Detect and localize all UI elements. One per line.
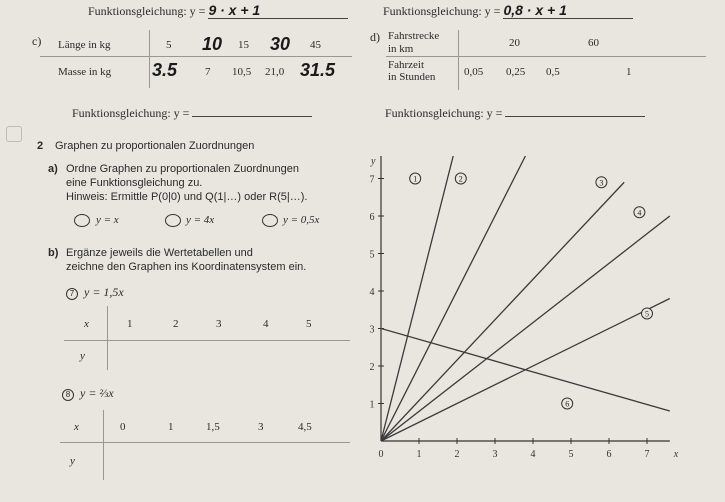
- graph-line-1: [381, 156, 453, 441]
- table-c-cell: 10,5: [232, 66, 252, 78]
- table-c-cell-handwritten[interactable]: 3.5: [152, 60, 178, 80]
- table-7-x-cell: 5: [306, 318, 312, 330]
- graph-marker-label-2: 2: [458, 174, 463, 184]
- top-left-label: Funktionsgleichung: y =: [88, 4, 206, 18]
- table-7-x-cell: 4: [263, 318, 269, 330]
- table-8-x-cell: 1,5: [206, 421, 220, 433]
- table-7-x-label: x: [84, 318, 89, 330]
- part-a-tag: a): [48, 163, 58, 175]
- section-number: 2: [37, 140, 44, 152]
- equation-8-text: y = ⅔x: [80, 386, 114, 400]
- table-c-cell-handwritten[interactable]: 10: [202, 34, 223, 54]
- x-tick-label: 3: [492, 449, 498, 460]
- table-c-cell: 15: [238, 39, 249, 51]
- graph-marker-label-1: 1: [413, 174, 418, 184]
- y-axis-label: y: [371, 156, 376, 167]
- x-tick-label: 6: [606, 449, 612, 460]
- number-7-icon: 7: [66, 288, 78, 300]
- table-7-y-label: y: [80, 350, 85, 362]
- graph-line-3: [381, 182, 624, 441]
- top-left-answer[interactable]: 9 · x + 1: [208, 2, 348, 19]
- part-b-line1: Ergänze jeweils die Wertetabellen und: [66, 247, 253, 259]
- table-d-row1-label-b: in km: [388, 43, 414, 55]
- graph-marker-label-6: 6: [565, 399, 570, 409]
- x-tick-label: 7: [644, 449, 650, 460]
- part-a-hint: Hinweis: Ermittle P(0|0) und Q(1|…) oder R(5|…).: [66, 191, 308, 203]
- top-right-answer[interactable]: 0,8 · x + 1: [503, 2, 633, 19]
- y-tick-label: 6: [369, 212, 375, 223]
- table-d-cell: 0,5: [546, 66, 560, 78]
- equation-7-text: y = 1,5x: [84, 285, 124, 299]
- y-tick-label: 4: [369, 287, 375, 298]
- mid-left-label: Funktionsgleichung: y =: [72, 106, 190, 120]
- number-8-icon: 8: [62, 389, 74, 401]
- part-b-tag: b): [48, 247, 59, 259]
- table-c-cell: 45: [310, 39, 321, 51]
- x-tick-label: 4: [530, 449, 536, 460]
- table-d-cell: 0,25: [506, 66, 526, 78]
- graph-line-4: [381, 216, 670, 441]
- y-tick-label: 7: [369, 174, 375, 186]
- table-d-row2-label-b: in Stunden: [388, 71, 436, 83]
- y-tick-label: 3: [369, 324, 375, 336]
- table-c-row1-label: Länge in kg: [58, 39, 111, 51]
- top-right-label: Funktionsgleichung: y =: [383, 4, 501, 18]
- y-tick-label: 2: [369, 362, 375, 373]
- table-d-tag: d): [370, 30, 380, 44]
- x-axis-label: x: [673, 449, 679, 460]
- table-7-x-cell: 1: [127, 318, 133, 330]
- table-c-cell: 5: [166, 39, 172, 51]
- graph-line-6: [381, 329, 670, 412]
- section-title: Graphen zu proportionalen Zuordnungen: [55, 140, 255, 152]
- table-8-x-cell: 1: [168, 421, 174, 433]
- graph-marker-label-5: 5: [645, 309, 649, 319]
- table-8-x-cell: 3: [258, 421, 264, 433]
- y-tick-label: 1: [369, 399, 375, 411]
- table-c-tag: c): [32, 34, 42, 48]
- table-c-row2-label: Masse in kg: [58, 66, 112, 78]
- x-tick-label: 5: [568, 449, 574, 460]
- table-8-x-cell: 0: [120, 421, 126, 433]
- graph-marker-label-3: 3: [599, 178, 604, 188]
- mid-right-label: Funktionsgleichung: y =: [385, 106, 503, 120]
- table-8-x-label: x: [74, 421, 79, 433]
- x-tick-label: 2: [454, 449, 460, 460]
- part-a-line1: Ordne Graphen zu proportionalen Zuordnungen: [66, 163, 299, 175]
- table-d-cell: 1: [626, 66, 632, 78]
- table-7-x-cell: 2: [173, 318, 179, 330]
- option-label: y = x: [96, 214, 119, 226]
- graph-line-2: [381, 156, 525, 441]
- option-label: y = 0,5x: [283, 214, 320, 226]
- table-c-cell-handwritten[interactable]: 31.5: [300, 60, 336, 80]
- table-8-x-cell: 4,5: [298, 421, 312, 433]
- table-c-cell: 21,0: [265, 66, 285, 78]
- x-tick-label: 0: [378, 449, 384, 460]
- table-c-cell-handwritten[interactable]: 30: [270, 34, 291, 54]
- x-tick-label: 1: [416, 449, 422, 460]
- table-7-x-cell: 3: [216, 318, 222, 330]
- table-d-row2-label-a: Fahrzeit: [388, 59, 425, 71]
- table-8-y-label: y: [70, 455, 75, 467]
- option-label: y = 4x: [186, 214, 215, 226]
- table-d-cell: 60: [588, 37, 599, 49]
- y-tick-label: 5: [369, 249, 375, 261]
- table-d-row1-label-a: Fahrstrecke: [388, 30, 440, 42]
- table-c-cell: 7: [205, 66, 211, 78]
- part-a-line2: eine Funktionsgleichung zu.: [66, 177, 203, 189]
- part-b-line2: zeichne den Graphen ins Koordinatensystem ein.: [66, 261, 307, 273]
- table-d-cell: 20: [509, 37, 520, 49]
- table-d-cell: 0,05: [464, 66, 484, 78]
- graph-marker-label-4: 4: [637, 208, 642, 218]
